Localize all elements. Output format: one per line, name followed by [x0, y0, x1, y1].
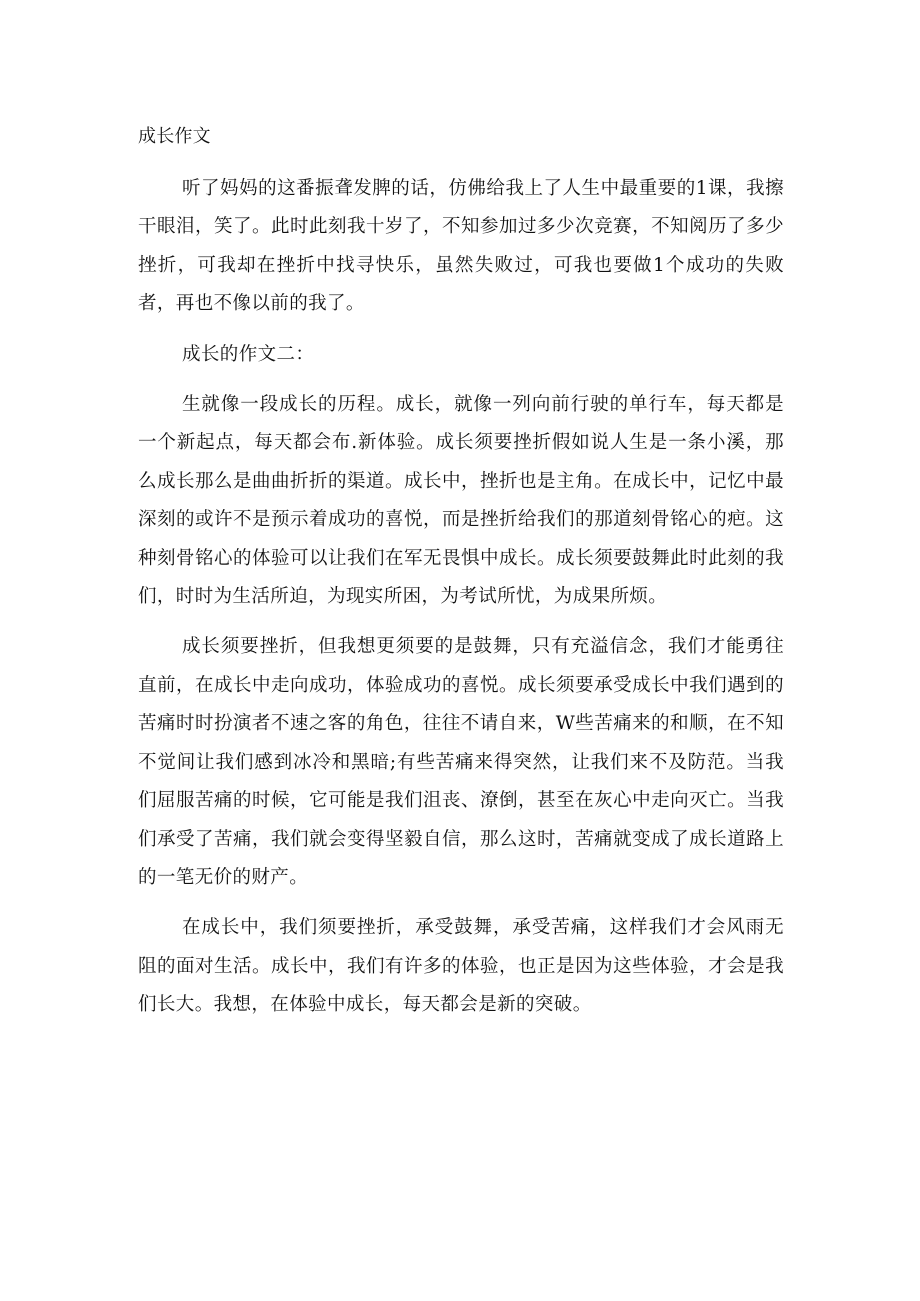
section-heading: 成长的作文二：	[182, 343, 315, 365]
paragraph-3: 成长须要挫折，但我想更须要的是鼓舞，只有充溢信念，我们才能勇往直前，在成长中走向成功，体验成功的喜悦。成长须要承受成长中我们遇到的苦痛时时扮演者不速之客的角色，往往不请自来，W些苦痛来的和顺，在不知不觉间让我们感到冰冷和黑暗;有些苦痛来得突然，让我们来不及防范。当我们屈服苦痛的时候，它可能是我们沮丧、潦倒，甚至在灰心中走向灭亡。当我们承受了苦痛，我们就会变得坚毅自信，那么这时，苦痛就变成了成长道路上的一笔无价的财产。	[138, 636, 784, 888]
document-title: 成长作文	[138, 126, 211, 147]
paragraph-4: 在成长中，我们须要挫折，承受鼓舞，承受苦痛，这样我们才会风雨无阻的面对生活。成长中，我们有许多的体验，也正是因为这些体验，才会是我们长大。我想，在体验中成长，每天都会是新的突破。	[138, 917, 784, 1016]
paragraph-1: 听了妈妈的这番振聋发脾的话，仿佛给我上了人生中最重要的1课，我擦干眼泪，笑了。此时此刻我十岁了，不知参加过多少次竞赛，不知阅历了多少挫折，可我却在挫折中找寻快乐，虽然失败过，可我也要做1个成功的失败者，再也不像以前的我了。	[138, 178, 784, 315]
document-page	[138, 118, 784, 1025]
paragraph-2: 生就像一段成长的历程。成长，就像一列向前行驶的单行车，每天都是一个新起点，每天都会布.新体验。成长须要挫折假如说人生是一条小溪，那么成长那么是曲曲折折的渠道。成长中，挫折也是主角。在成长中，记忆中最深刻的或许不是预示着成功的喜悦，而是挫折给我们的那道刻骨铭心的疤。这种刻骨铭心的体验可以让我们在军无畏惧中成长。成长须要鼓舞此时此刻的我们，时时为生活所迫，为现实所困，为考试所忧，为成果所烦。	[138, 394, 784, 608]
